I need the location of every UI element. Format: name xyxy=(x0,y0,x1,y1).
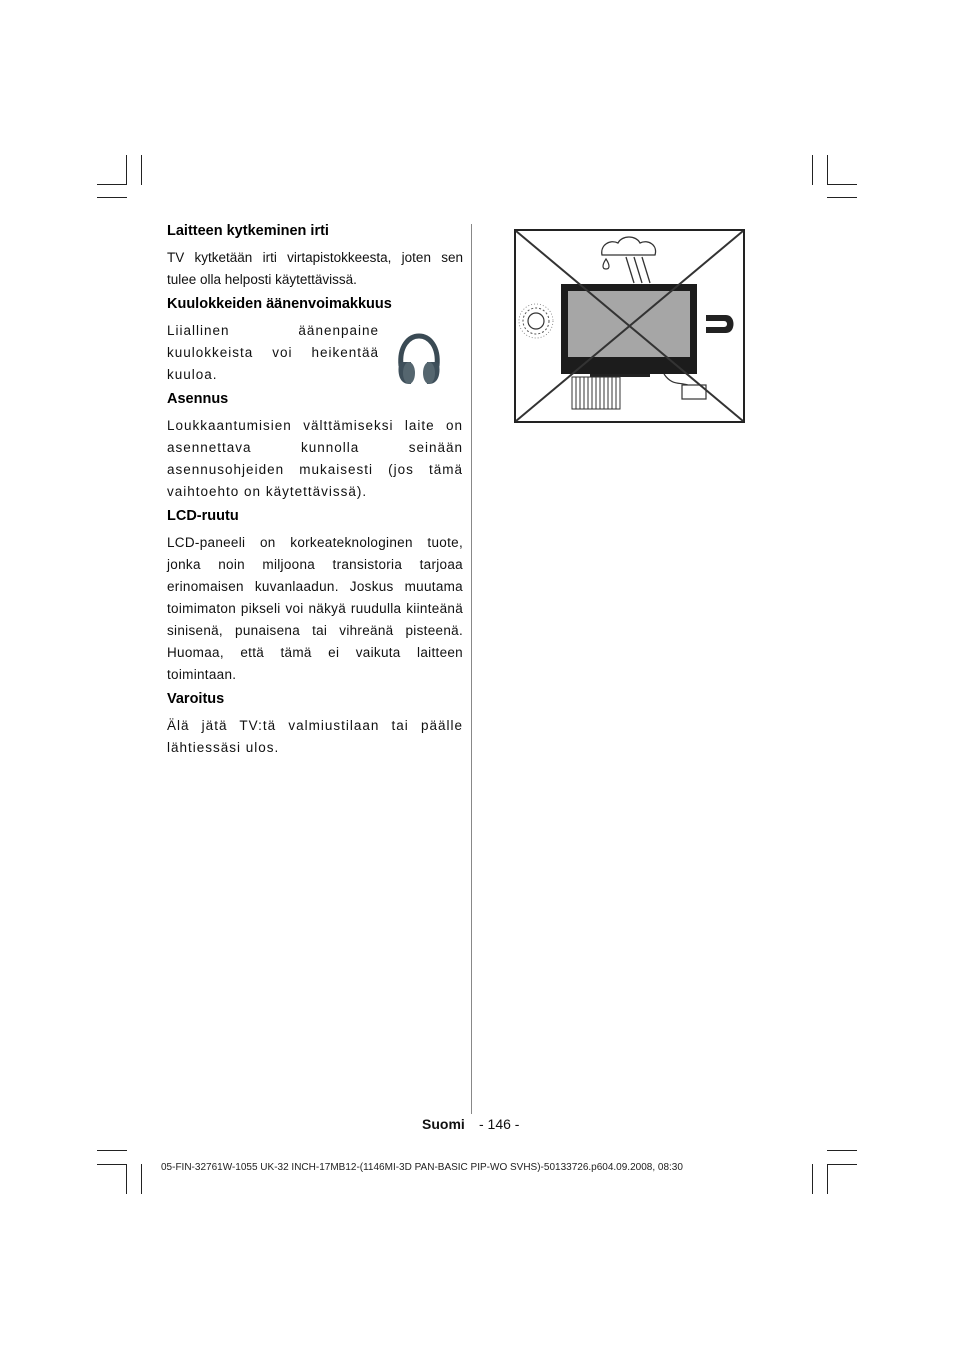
tv-placement-warning-icon xyxy=(514,229,745,428)
crop-mark xyxy=(141,155,142,185)
footer-file-info: 05-FIN-32761W-1055 UK-32 INCH-17MB12-(1146MI-3D PAN-BASIC PIP-WO SVHS)-50133726.p604.09.2008, 08:30 xyxy=(161,1162,683,1173)
crop-mark xyxy=(812,1164,813,1194)
left-column xyxy=(167,222,463,763)
section-body: LCD-paneeli on korkeateknologinen tuote, jonka noin miljoona transistoria tarjoaa erinomaisen kuvanlaadun. Joskus muutama toimimaton pikseli voi näkyä ruudulla kiinteänä sinisenä, punaisena tai vihreänä pisteenä. Huomaa, että tämä ei vaikuta laitteen toimintaan. xyxy=(167,535,463,682)
section-body: Älä jätä TV:tä valmiustilaan tai päälle lähtiessäsi ulos. xyxy=(167,718,463,755)
headphone-paragraph xyxy=(167,320,463,386)
section-body: Liiallinen äänenpaine kuulokkeista voi heikentää kuuloa. xyxy=(167,323,379,382)
section-heading: Kuulokkeiden äänenvoimakkuus xyxy=(167,296,392,312)
section-body: TV kytketään irti virtapistokkeesta, joten sen tulee olla helposti käytettävissä. xyxy=(167,250,463,287)
crop-mark xyxy=(126,155,127,185)
crop-mark xyxy=(97,197,127,198)
section-headphone-volume xyxy=(167,295,463,386)
column-divider xyxy=(471,224,472,1114)
crop-mark xyxy=(827,184,857,185)
section-disconnect xyxy=(167,222,463,291)
section-heading: Asennus xyxy=(167,391,229,407)
crop-mark xyxy=(827,1164,828,1194)
crop-mark xyxy=(97,184,127,185)
crop-mark xyxy=(141,1164,142,1194)
crop-mark xyxy=(827,197,857,198)
section-heading: LCD-ruutu xyxy=(167,508,239,524)
crop-mark xyxy=(812,155,813,185)
headphones-icon xyxy=(395,332,443,393)
footer-page-number: - 146 - xyxy=(479,1116,520,1132)
crop-mark xyxy=(97,1164,127,1165)
crop-mark xyxy=(827,1164,857,1165)
section-heading: Laitteen kytkeminen irti xyxy=(167,223,329,239)
crop-mark xyxy=(827,1150,857,1151)
section-body: Loukkaantumisien välttämiseksi laite on asennettava kunnolla seinään asennusohjeiden mukaisesti (jos tämä vaihtoehto on käytettävissä). xyxy=(167,418,463,499)
section-warning xyxy=(167,690,463,759)
section-installation xyxy=(167,390,463,503)
crop-mark xyxy=(97,1150,127,1151)
section-heading: Varoitus xyxy=(167,691,225,707)
crop-mark xyxy=(126,1164,127,1194)
footer-language: Suomi xyxy=(422,1116,465,1132)
crop-mark xyxy=(827,155,828,185)
section-lcd-screen xyxy=(167,507,463,686)
